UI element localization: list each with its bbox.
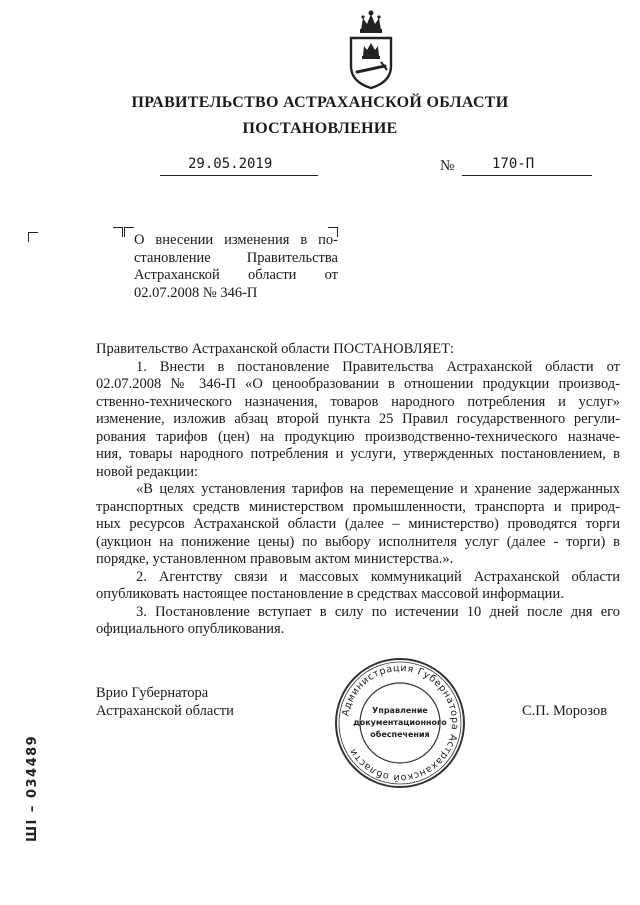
margin-corner-mark — [28, 232, 38, 242]
subject-line: О внесении изменения в по- — [134, 232, 338, 248]
date-underline — [160, 175, 318, 176]
document-body — [96, 341, 620, 639]
item-3 — [96, 604, 620, 639]
signatory-position: Врио Губернатора — [96, 685, 209, 701]
item-1-line: новой редакции: — [96, 463, 199, 480]
subject-line: Астраханской области от — [134, 267, 338, 283]
quoted-paragraph — [96, 481, 620, 569]
item-1 — [96, 359, 620, 482]
serial-number — [16, 716, 44, 844]
document-type-title: ПОСТАНОВЛЕНИЕ — [242, 120, 398, 137]
stamp-center-line: обеспечения — [370, 730, 430, 739]
signatory-region: Астраханской области — [96, 703, 234, 719]
item-1-line: изменение, изложив абзац второй пункта 25 Правил государственного регули- — [96, 411, 620, 427]
signatory-name: С.П. Морозов — [522, 703, 608, 719]
item-1-line: ния, товары народного потребления и услуги, утвержденных постановлением, в — [96, 446, 620, 462]
item-2-line: 2. Агентству связи и массовых коммуникаций Астраханской области — [136, 568, 620, 585]
stamp-ring-text: Администрация Губернатора Астраханской области — [340, 662, 461, 784]
item-3-line: официального опубликования. — [96, 621, 285, 637]
organization-title: ПРАВИТЕЛЬСТВО АСТРАХАНСКОЙ ОБЛАСТИ — [131, 94, 509, 111]
quote-line: «В целях установления тарифов на перемещение и хранение задержанных — [136, 481, 620, 497]
subject-line: 02.07.2008 № 346-П — [134, 284, 258, 301]
quote-line: транспортных средств министерством промышленности, транспорта и природ- — [96, 498, 620, 515]
quote-line: порядке, установленном правовым актом министерства.». — [96, 551, 454, 567]
subject-corner-mark — [113, 227, 123, 237]
item-1-line: 02.07.2008 № 346-П «О ценообразовании в отношении продукции производ- — [96, 376, 620, 392]
quote-line: (аукцион на понижение цены) по выбору исполнителя услуг (далее - торги) в — [96, 533, 620, 550]
document-number: 170-П — [492, 156, 535, 172]
item-2-line: опубликовать настоящее постановление в средствах массовой информации. — [96, 586, 564, 602]
number-sign: № — [440, 158, 455, 174]
svg-text:ШI – 034489: ШI – 034489 — [25, 734, 40, 842]
item-1-line: рования тарифов (цен) на продукцию производственно-технического назначе- — [96, 428, 620, 445]
item-2 — [96, 569, 620, 604]
document-subject — [134, 232, 338, 302]
stamp-center-line: документационного — [353, 718, 447, 727]
quote-line: ных ресурсов Астраханской области (далее – министерство) проводятся торги — [96, 516, 620, 532]
coat-of-arms-emblem — [343, 8, 399, 90]
subject-line: становление Правительства — [134, 249, 338, 266]
stamp-center-line: Управление — [372, 706, 428, 715]
preamble: Правительство Астраханской области ПОСТАНОВЛЯЕТ: — [96, 341, 454, 357]
item-1-line: ственно-технического назначения, товаров народного потребления и услуг» — [96, 393, 620, 410]
official-stamp — [332, 655, 468, 791]
item-3-line: 3. Постановление вступает в силу по истечении 10 дней после дня его — [136, 603, 620, 620]
number-underline — [462, 175, 592, 176]
document-date: 29.05.2019 — [188, 156, 273, 172]
item-1-line: 1. Внести в постановление Правительства Астраханской области от — [136, 358, 620, 375]
subject-corner-mark — [124, 227, 134, 237]
